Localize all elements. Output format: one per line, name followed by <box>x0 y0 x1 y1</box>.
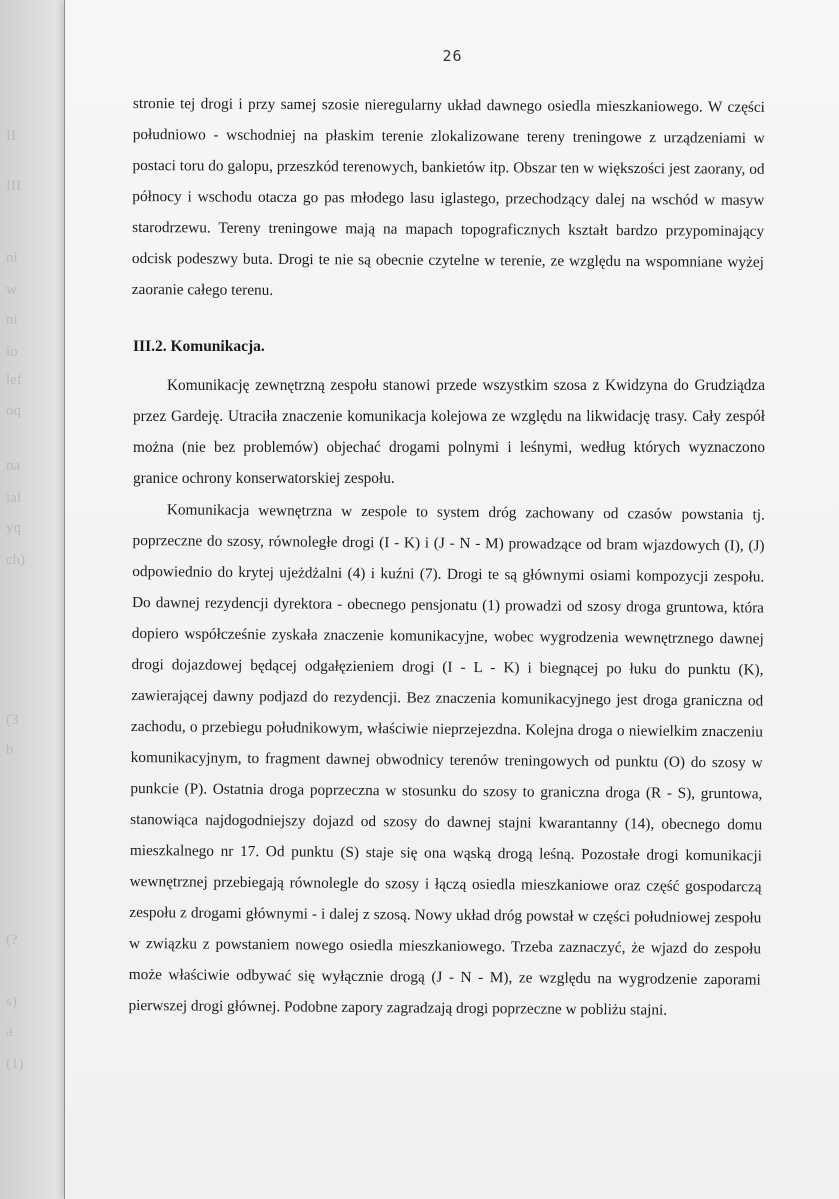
bleed-mark: III <box>6 178 21 194</box>
bleed-mark: io <box>6 344 18 360</box>
bleed-mark: na <box>6 458 21 474</box>
bleed-mark: a <box>6 1024 13 1040</box>
bleed-mark: ch) <box>6 552 26 568</box>
body-text <box>128 88 765 1021</box>
bleed-mark: ni <box>6 250 18 266</box>
bleed-mark: (? <box>6 932 18 948</box>
paragraph-external-communication: Komunikację zewnętrzną zespołu stanowi przede wszystkim szosa z Kwidzyna do Grudziądza przez Gardeję. Utraciła znaczenie komunikacja kolejowa ze względu na likwidację trasy. Cały zespół można (nie bez problemów) objechać drogami polnymi i leśnymi, według których wyznaczono granice ochrony konserwatorskiej zespołu. <box>133 377 765 487</box>
paragraph-continuation: stronie tej drogi i przy samej szosie nieregularny układ dawnego osiedla mieszkaniowego. W części południowo - wschodniej na płaskim terenie zlokalizowane tereny treningowe z urządzeniami w postaci toru do galopu, przeszkód terenowych, bankietów itp. Obszar ten w większości jest zaorany, od północy i wschodu otacza go pas młodego lasu iglastego, przechodzący dalej na wschód w masyw starodrzewu. Tereny treningowe mają na mapach topograficznych kształt bardzo przypominający odcisk podeszwy buta. Drogi te nie są obecnie czytelne w terenie, ze względu na wspomniane wyżej zaoranie całego terenu. <box>131 94 765 299</box>
bleed-mark: (3 <box>6 712 19 728</box>
adjacent-page-bleed <box>0 0 64 1199</box>
bleed-mark: oq <box>6 403 21 419</box>
bleed-mark: ial <box>6 490 21 506</box>
section-heading: III.2. Komunikacja. <box>133 338 265 355</box>
bleed-mark: II <box>6 128 16 144</box>
bleed-mark: w <box>6 282 17 298</box>
bleed-mark: lef <box>6 372 22 388</box>
page-number: 26 <box>442 47 463 65</box>
document-page <box>64 0 839 1199</box>
bleed-mark: ni <box>6 312 18 328</box>
bleed-mark: yq <box>6 520 21 536</box>
paragraph-internal-communication: Komunikacja wewnętrzna w zespole to system dróg zachowany od czasów powstania tj. poprzeczne do szosy, równoległe drogi (I - K) i (J - N - M) prowadzące od bram wjazdowych (I), (J) odpowiednio do krytej ujeżdżalni (4) i kuźni (7). Drogi te są głównymi osiami kompozycji zespołu. Do dawnej rezydencji dyrektora - obecnego pensjonatu (1) prowadzi od szosy droga gruntowa, która dopiero współcześnie zyskała znaczenie komunikacyjne, wobec wygrodzenia wewnętrznego dawnej drogi dojazdowej będącej odgałęzieniem drogi (I - L - K) i biegnącej po łuku do punktu (K), zawierającej dawny podjazd do rezydencji. Bez znaczenia komunikacyjnego jest droga graniczna od zachodu, o przebiegu południkowym, właściwie nieprzejezdna. Kolejna droga o niewielkim znaczeniu komunikacyjnym, to fragment dawnej obwodnicy terenów treningowych od punktu (O) do szosy w punkcie (P). Ostatnia droga poprzeczna w stosunku do szosy to graniczna droga (R - S), gruntowa, stanowiąca najdogodniejszy dojazd od szosy do dawnej stajni kwarantanny (14), obecnego domu mieszkalnego nr 17. Od punktu (S) staje się ona wąską drogą leśną. Pozostałe drogi komunikacji wewnętrznej przebiegają równolegle do szosy i łączą osiedla mieszkaniowe oraz część gospodarczą zespołu z drogami głównymi - i dalej z szosą. Nowy układ dróg powstał w części południowej zespołu w związku z powstaniem nowego osiedla mieszkaniowego. Trzeba zaznaczyć, że wjazd do zespołu może właściwie odbywać się wyłącznie drogą (J - N - M), ze względu na wygrodzenie zaporami pierwszej drogi głównej. Podobne zapory zagradzają drogi poprzeczne w pobliżu stajni. <box>128 501 765 1019</box>
bleed-mark: b <box>6 742 14 758</box>
bleed-mark: s) <box>6 994 17 1010</box>
bleed-mark: (1) <box>6 1056 24 1072</box>
